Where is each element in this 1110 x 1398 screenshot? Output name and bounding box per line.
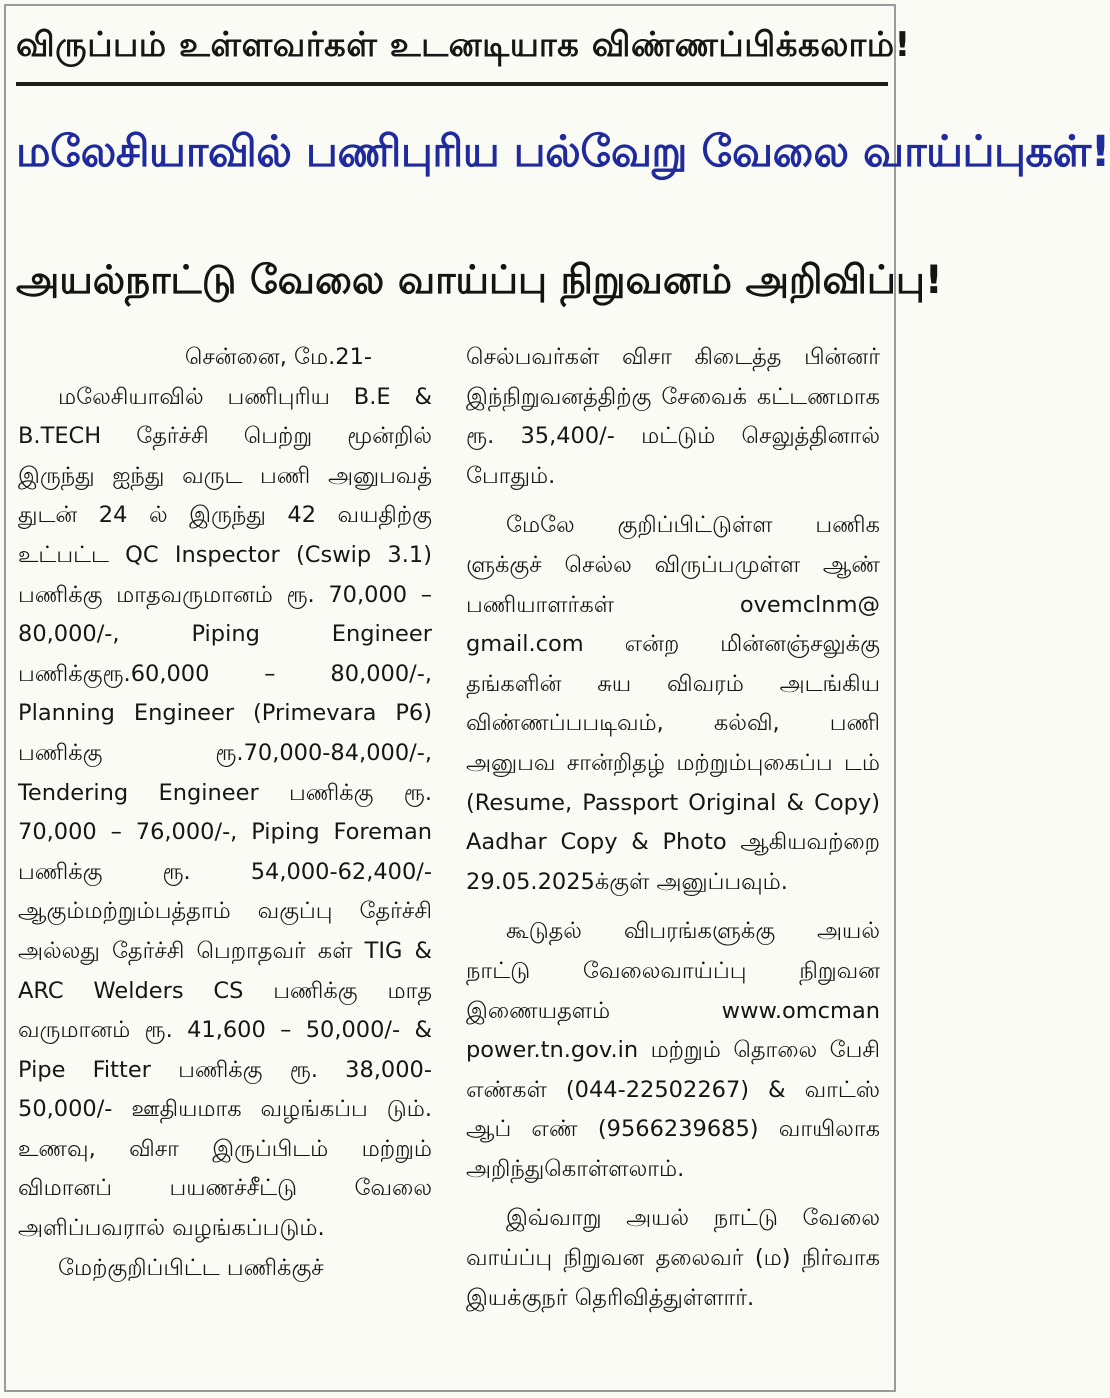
body-paragraph: இவ்வாறு அயல் நாட்டு வேலை வாய்ப்பு நிறுவன தலைவர் (ம) நிர்வாக இயக்குநர் தெரிவித்துள்ளார். — [466, 1205, 880, 1311]
body-paragraph: கூடுதல் விபரங்களுக்கு அயல் நாட்டு வேலைவாய்ப்பு நிறுவன இணையதளம் www.omcman power.tn.gov.in மற்றும் தொலை பேசி எண்கள் (044-22502267) & வாட்ஸ் ஆப் எண் (9566239685) வாயிலாக அறிந்துகொள்ளலாம். — [466, 918, 880, 1182]
body-paragraph: மலேசியாவில் பணிபுரிய B.E & B.TECH தேர்ச்சி பெற்று மூன்றில் இருந்து ஐந்து வருட பணி அனுபவத் துடன் 24 ல் இருந்து 42 வயதிற்கு உட்பட்ட QC Inspector (Cswip 3.1) பணிக்கு மாதவருமானம் ரூ. 70,000 – 80,000/-, Piping Engineer பணிக்குரூ.60,000 – 80,000/-, Planning Engineer (Primevara P6) பணிக்கு ரூ.70,000-84,000/-, Tendering Engineer பணிக்கு ரூ. 70,000 – 76,000/-, Piping Foreman பணிக்கு ரூ. 54,000-62,400/- ஆகும்மற்றும்பத்தாம் வகுப்பு தேர்ச்சி அல்லது தேர்ச்சி பெறாதவர் கள் TIG & ARC Welders CS பணிக்கு மாத வருமானம் ரூ. 41,600 – 50,000/- & Pipe Fitter பணிக்கு ரூ. 38,000-50,000/- ஊதியமாக வழங்கப்ப டும். உணவு, விசா இருப்பிடம் மற்றும் விமானப் பயணச்சீட்டு வேலை அளிப்பவரால் வழங்கப்படும். — [18, 383, 432, 1242]
body-paragraph: மேலே குறிப்பிட்டுள்ள பணிக ளுக்குச் செல்ல விருப்பமுள்ள ஆண் பணியாளர்கள் ovemclnm@ gmail.com என்ற மின்னஞ்சலுக்கு தங்களின் சுய விவரம் அடங்கிய விண்ணப்பபடிவம், கல்வி, பணி அனுபவ சான்றிதழ் மற்றும்புகைப்ப டம் (Resume, Passport Original & Copy) Aadhar Copy & Photo ஆகியவற்றை 29.05.2025க்குள் அனுப்பவும். — [466, 512, 880, 895]
main-headline: மலேசியாவில் பணிபுரிய பல்வேறு வேலை வாய்ப்புகள்! — [16, 127, 1110, 177]
body-paragraph: செல்பவர்கள் விசா கிடைத்த பின்னர் இந்நிறுவனத்திற்கு சேவைக் கட்டணமாக ரூ. 35,400/- மட்டும் செலுத்தினால் போதும். — [466, 344, 880, 489]
kicker-heading: விருப்பம் உள்ளவர்கள் உடனடியாக விண்ணப்பிக்கலாம்! — [16, 25, 911, 65]
dateline: சென்னை, மே.21- — [184, 344, 372, 370]
kicker-divider — [16, 82, 888, 86]
sub-headline: அயல்நாட்டு வேலை வாய்ப்பு நிறுவனம் அறிவிப்பு! — [16, 258, 943, 303]
article-column-right — [466, 338, 880, 1388]
body-paragraph: மேற்குறிப்பிட்ட பணிக்குச் — [58, 1254, 324, 1281]
article-column-left — [18, 338, 432, 1388]
